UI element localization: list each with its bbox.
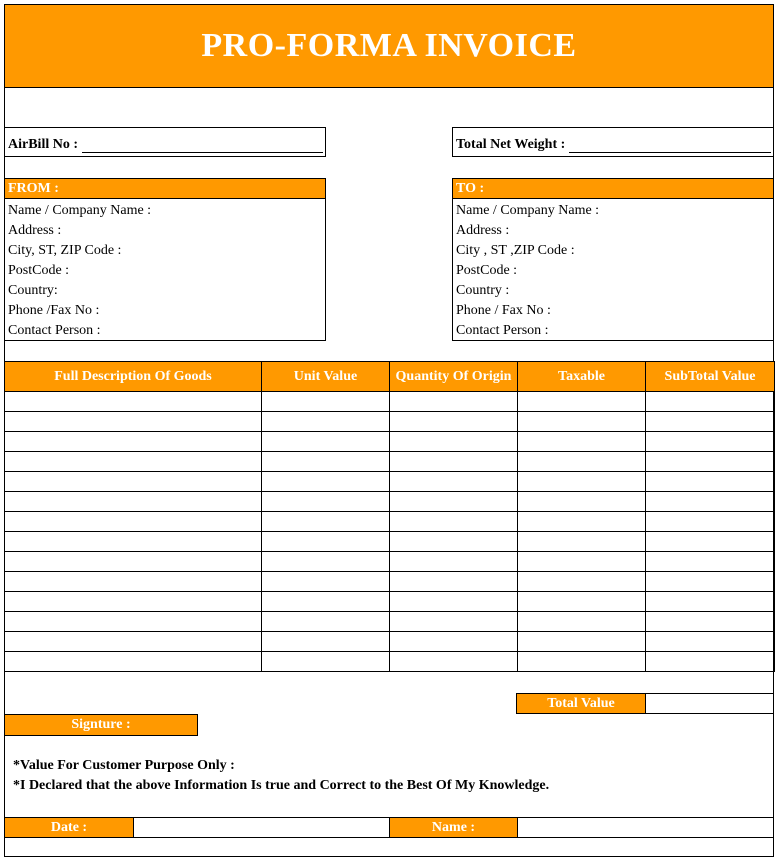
to-section bbox=[452, 178, 774, 341]
from-address-field[interactable]: Address : bbox=[8, 223, 62, 238]
table-cell[interactable] bbox=[390, 452, 518, 472]
table-cell[interactable] bbox=[262, 652, 390, 672]
table-row bbox=[5, 632, 775, 652]
table-row bbox=[5, 572, 775, 592]
table-cell[interactable] bbox=[518, 652, 646, 672]
table-cell[interactable] bbox=[390, 472, 518, 492]
table-cell[interactable] bbox=[390, 612, 518, 632]
table-cell[interactable] bbox=[646, 412, 775, 432]
table-cell[interactable] bbox=[646, 612, 775, 632]
table-cell[interactable] bbox=[390, 432, 518, 452]
date-input[interactable] bbox=[133, 817, 390, 838]
net-weight-label: Total Net Weight : bbox=[456, 137, 566, 152]
table-cell[interactable] bbox=[646, 572, 775, 592]
to-name-field[interactable]: Name / Company Name : bbox=[456, 203, 600, 218]
table-cell[interactable] bbox=[262, 432, 390, 452]
net-weight-field[interactable] bbox=[452, 127, 774, 157]
table-cell[interactable] bbox=[5, 612, 262, 632]
table-cell[interactable] bbox=[390, 512, 518, 532]
note-declaration: *I Declared that the above Information Is true and Correct to the Best Of My Knowledge. bbox=[13, 778, 550, 793]
table-cell[interactable] bbox=[390, 392, 518, 412]
table-cell[interactable] bbox=[518, 392, 646, 412]
table-cell[interactable] bbox=[5, 572, 262, 592]
from-name-field[interactable]: Name / Company Name : bbox=[8, 203, 152, 218]
table-cell[interactable] bbox=[5, 392, 262, 412]
table-cell[interactable] bbox=[5, 492, 262, 512]
col-quantity: Quantity Of Origin bbox=[390, 362, 518, 392]
table-cell[interactable] bbox=[262, 512, 390, 532]
table-cell[interactable] bbox=[518, 552, 646, 572]
table-cell[interactable] bbox=[646, 452, 775, 472]
table-cell[interactable] bbox=[5, 512, 262, 532]
table-cell[interactable] bbox=[390, 532, 518, 552]
table-cell[interactable] bbox=[5, 552, 262, 572]
net-weight-input-line[interactable] bbox=[569, 140, 771, 153]
table-cell[interactable] bbox=[262, 632, 390, 652]
goods-header-row bbox=[5, 362, 775, 392]
to-heading: TO : bbox=[453, 179, 773, 199]
table-cell[interactable] bbox=[5, 652, 262, 672]
table-cell[interactable] bbox=[646, 512, 775, 532]
table-row bbox=[5, 512, 775, 532]
from-section bbox=[4, 178, 326, 341]
table-cell[interactable] bbox=[390, 552, 518, 572]
table-cell[interactable] bbox=[518, 492, 646, 512]
table-cell[interactable] bbox=[262, 452, 390, 472]
table-row bbox=[5, 532, 775, 552]
table-cell[interactable] bbox=[262, 572, 390, 592]
note-customer-purpose: *Value For Customer Purpose Only : bbox=[13, 758, 235, 773]
to-contact-field[interactable]: Contact Person : bbox=[456, 323, 549, 338]
table-row bbox=[5, 652, 775, 672]
table-row bbox=[5, 412, 775, 432]
table-cell[interactable] bbox=[646, 532, 775, 552]
table-cell[interactable] bbox=[646, 432, 775, 452]
from-phone-field[interactable]: Phone /Fax No : bbox=[8, 303, 100, 318]
from-country-field[interactable]: Country: bbox=[8, 283, 58, 298]
table-cell[interactable] bbox=[262, 492, 390, 512]
table-cell[interactable] bbox=[646, 472, 775, 492]
table-cell[interactable] bbox=[5, 452, 262, 472]
to-phone-field[interactable]: Phone / Fax No : bbox=[456, 303, 551, 318]
table-cell[interactable] bbox=[390, 592, 518, 612]
table-cell[interactable] bbox=[5, 592, 262, 612]
table-cell[interactable] bbox=[5, 532, 262, 552]
signature-label[interactable]: Signture : bbox=[4, 714, 198, 736]
table-cell[interactable] bbox=[262, 472, 390, 492]
to-address-field[interactable]: Address : bbox=[456, 223, 510, 238]
table-cell[interactable] bbox=[518, 612, 646, 632]
date-label: Date : bbox=[4, 817, 134, 838]
table-cell[interactable] bbox=[518, 472, 646, 492]
name-label: Name : bbox=[389, 817, 518, 838]
to-postcode-field[interactable]: PostCode : bbox=[456, 263, 518, 278]
table-row bbox=[5, 612, 775, 632]
table-cell[interactable] bbox=[518, 452, 646, 472]
table-cell[interactable] bbox=[646, 652, 775, 672]
table-cell[interactable] bbox=[518, 512, 646, 532]
table-cell[interactable] bbox=[390, 652, 518, 672]
col-description: Full Description Of Goods bbox=[5, 362, 262, 392]
total-value-label: Total Value bbox=[516, 693, 646, 714]
table-cell[interactable] bbox=[646, 492, 775, 512]
from-city-field[interactable]: City, ST, ZIP Code : bbox=[8, 243, 122, 258]
table-row bbox=[5, 472, 775, 492]
from-fields bbox=[5, 199, 325, 341]
airbill-input-line[interactable] bbox=[82, 140, 323, 153]
table-cell[interactable] bbox=[390, 572, 518, 592]
table-cell[interactable] bbox=[518, 412, 646, 432]
to-fields bbox=[453, 199, 773, 341]
table-cell[interactable] bbox=[646, 392, 775, 412]
table-cell[interactable] bbox=[262, 392, 390, 412]
table-cell[interactable] bbox=[5, 432, 262, 452]
goods-body bbox=[5, 392, 775, 672]
page-title: PRO-FORMA INVOICE bbox=[201, 27, 577, 64]
table-cell[interactable] bbox=[262, 412, 390, 432]
table-cell[interactable] bbox=[262, 612, 390, 632]
table-cell[interactable] bbox=[262, 532, 390, 552]
table-row bbox=[5, 592, 775, 612]
table-cell[interactable] bbox=[262, 552, 390, 572]
goods-table bbox=[4, 361, 775, 672]
total-value-cell[interactable] bbox=[645, 693, 774, 714]
table-cell[interactable] bbox=[262, 592, 390, 612]
table-row bbox=[5, 432, 775, 452]
to-city-field[interactable]: City , ST ,ZIP Code : bbox=[456, 243, 575, 258]
table-cell[interactable] bbox=[5, 632, 262, 652]
table-cell[interactable] bbox=[518, 432, 646, 452]
table-row bbox=[5, 492, 775, 512]
table-cell[interactable] bbox=[5, 472, 262, 492]
title-bar bbox=[4, 4, 774, 88]
table-row bbox=[5, 452, 775, 472]
col-unit-value: Unit Value bbox=[262, 362, 390, 392]
table-row bbox=[5, 392, 775, 412]
from-postcode-field[interactable]: PostCode : bbox=[8, 263, 70, 278]
table-cell[interactable] bbox=[5, 412, 262, 432]
table-cell[interactable] bbox=[518, 572, 646, 592]
airbill-label: AirBill No : bbox=[8, 137, 78, 152]
to-country-field[interactable]: Country : bbox=[456, 283, 510, 298]
col-taxable: Taxable bbox=[518, 362, 646, 392]
col-subtotal: SubTotal Value bbox=[646, 362, 775, 392]
table-row bbox=[5, 552, 775, 572]
table-cell[interactable] bbox=[390, 412, 518, 432]
airbill-field[interactable] bbox=[4, 127, 326, 157]
from-heading: FROM : bbox=[5, 179, 325, 199]
table-cell[interactable] bbox=[646, 632, 775, 652]
table-cell[interactable] bbox=[390, 492, 518, 512]
name-input[interactable] bbox=[517, 817, 774, 838]
table-cell[interactable] bbox=[390, 632, 518, 652]
from-contact-field[interactable]: Contact Person : bbox=[8, 323, 101, 338]
table-cell[interactable] bbox=[518, 592, 646, 612]
table-cell[interactable] bbox=[646, 552, 775, 572]
table-cell[interactable] bbox=[518, 632, 646, 652]
table-cell[interactable] bbox=[646, 592, 775, 612]
table-cell[interactable] bbox=[518, 532, 646, 552]
